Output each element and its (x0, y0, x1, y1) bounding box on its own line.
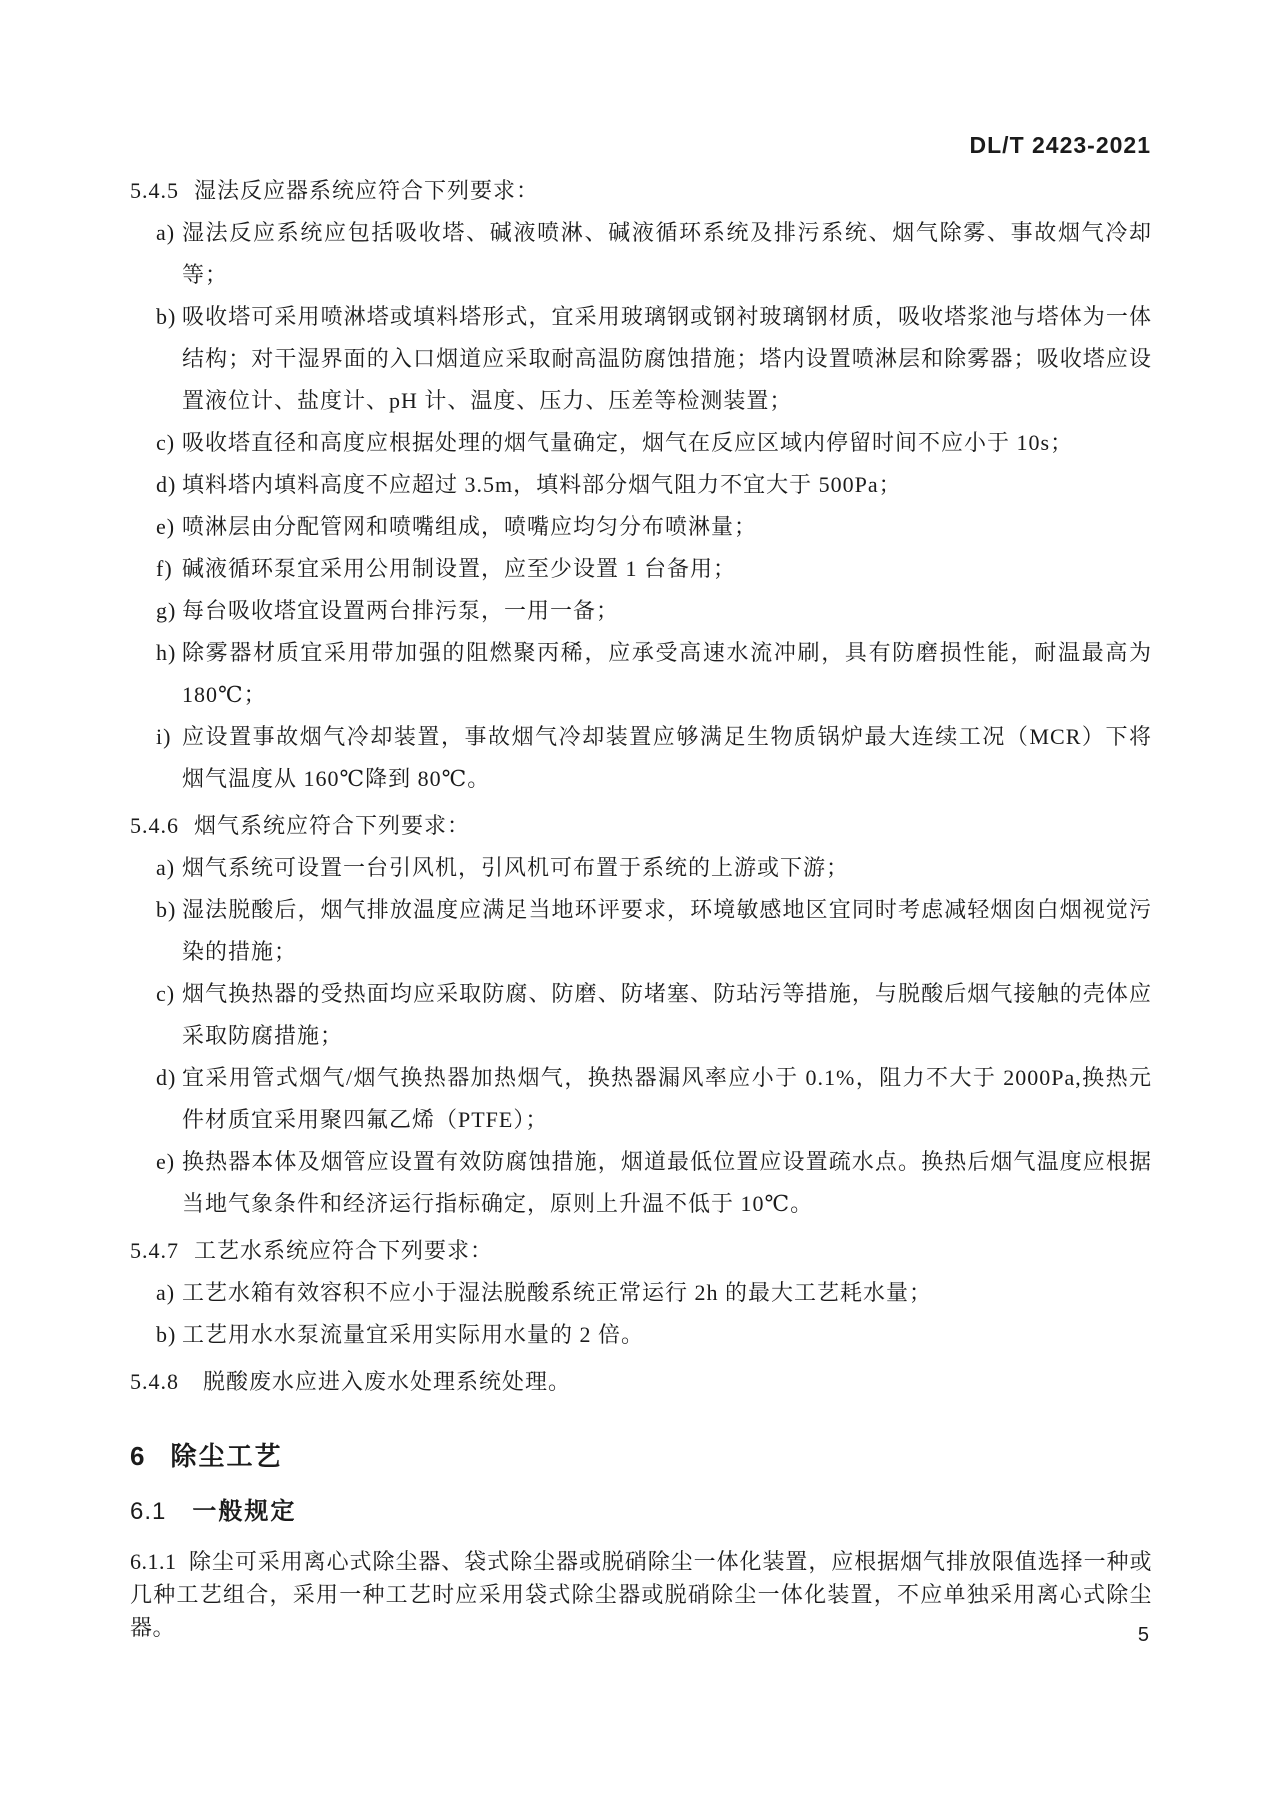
item-text: 湿法脱酸后，烟气排放温度应满足当地环评要求，环境敏感地区宜同时考虑减轻烟囱白烟视觉污染的措施； (182, 897, 1152, 964)
item-label: d) (156, 472, 177, 497)
item-text: 填料塔内填料高度不应超过 3.5m，填料部分烟气阻力不宜大于 500Pa； (182, 472, 902, 497)
clause-number: 5.4.8 (130, 1369, 179, 1394)
clause-title: 湿法反应器系统应符合下列要求： (194, 178, 540, 203)
item-text: 除雾器材质宜采用带加强的阻燃聚丙稀，应承受高速水流冲刷，具有防磨损性能，耐温最高为 180℃； (182, 640, 1152, 707)
item-text: 工艺水箱有效容积不应小于湿法脱酸系统正常运行 2h 的最大工艺耗水量； (182, 1280, 933, 1305)
list-item (130, 847, 1152, 889)
chapter-number: 6 (130, 1441, 145, 1471)
chapter-title: 除尘工艺 (170, 1441, 283, 1471)
item-text: 湿法反应系统应包括吸收塔、碱液喷淋、碱液循环系统及排污系统、烟气除雾、事故烟气冷却等； (182, 220, 1152, 287)
item-text: 宜采用管式烟气/烟气换热器加热烟气，换热器漏风率应小于 0.1%，阻力不大于 2000Pa,换热元件材质宜采用聚四氟乙烯（PTFE）； (182, 1065, 1152, 1132)
page-number: 5 (1137, 1624, 1149, 1646)
chapter-6-heading (130, 1433, 1152, 1479)
list-item (130, 716, 1152, 800)
list-item (130, 296, 1152, 422)
section-title: 一般规定 (192, 1498, 297, 1525)
item-text: 烟气系统可设置一台引风机，引风机可布置于系统的上游或下游； (182, 855, 850, 880)
item-text: 吸收塔可采用喷淋塔或填料塔形式，宜采用玻璃钢或钢衬玻璃钢材质，吸收塔浆池与塔体为一体结构；对干湿界面的入口烟道应采取耐高温防腐蚀措施；塔内设置喷淋层和除雾器；吸收塔应设置液位计、盐度计、pH 计、温度、压力、压差等检测装置； (182, 304, 1152, 413)
item-text: 碱液循环泵宜采用公用制设置，应至少设置 1 台备用； (182, 556, 737, 581)
clause-5-4-7 (130, 1230, 1152, 1272)
list-item (130, 590, 1152, 632)
list-item (130, 632, 1152, 716)
list-item (130, 506, 1152, 548)
list-item (130, 464, 1152, 506)
item-label: g) (156, 598, 177, 623)
list-item (130, 422, 1152, 464)
paragraph-number: 6.1.1 (130, 1549, 177, 1574)
paragraph-text: 除尘可采用离心式除尘器、袋式除尘器或脱硝除尘一体化装置，应根据烟气排放限值选择一种或几种工艺组合，采用一种工艺时应采用袋式除尘器或脱硝除尘一体化装置，不应单独采用离心式除尘器。 (130, 1549, 1152, 1640)
clause-title: 工艺水系统应符合下列要求： (194, 1238, 494, 1263)
item-label: c) (156, 981, 176, 1006)
standard-number: DL/T 2423-2021 (969, 132, 1151, 158)
section-number: 6.1 (130, 1498, 167, 1525)
list-item (130, 973, 1152, 1057)
list-item (130, 889, 1152, 973)
item-label: b) (156, 897, 177, 922)
item-label: c) (156, 430, 176, 455)
list-item (130, 1141, 1152, 1225)
section-6-1-heading (130, 1489, 1152, 1535)
item-text: 喷淋层由分配管网和喷嘴组成，喷嘴应均匀分布喷淋量； (182, 514, 758, 539)
clause-title: 烟气系统应符合下列要求： (194, 813, 471, 838)
paragraph-6-1-1 (130, 1545, 1152, 1644)
clause-number: 5.4.6 (130, 813, 179, 838)
clause-5-4-5 (130, 170, 1152, 212)
item-text: 吸收塔直径和高度应根据处理的烟气量确定，烟气在反应区域内停留时间不应小于 10s； (182, 430, 1074, 455)
clause-title: 脱酸废水应进入废水处理系统处理。 (203, 1369, 572, 1394)
item-label: d) (156, 1065, 177, 1090)
item-text: 工艺用水水泵流量宜采用实际用水量的 2 倍。 (182, 1322, 645, 1347)
item-text: 烟气换热器的受热面均应采取防腐、防磨、防堵塞、防玷污等措施，与脱酸后烟气接触的壳体应采取防腐措施； (182, 981, 1152, 1048)
item-label: f) (156, 556, 173, 581)
list-item (130, 1272, 1152, 1314)
item-label: e) (156, 1149, 176, 1174)
list-item (130, 1314, 1152, 1356)
document-content (130, 170, 1152, 1644)
clause-number: 5.4.7 (130, 1238, 179, 1263)
item-label: e) (156, 514, 176, 539)
item-label: h) (156, 640, 177, 665)
clause-5-4-6 (130, 805, 1152, 847)
list-item (130, 212, 1152, 296)
item-label: a) (156, 220, 176, 245)
item-label: i) (156, 724, 172, 749)
clause-number: 5.4.5 (130, 178, 179, 203)
item-label: b) (156, 1322, 177, 1347)
list-item (130, 548, 1152, 590)
item-label: b) (156, 304, 177, 329)
item-label: a) (156, 1280, 176, 1305)
item-label: a) (156, 855, 176, 880)
item-text: 每台吸收塔宜设置两台排污泵，一用一备； (182, 598, 620, 623)
clause-5-4-8 (130, 1361, 1152, 1403)
list-item (130, 1057, 1152, 1141)
item-text: 换热器本体及烟管应设置有效防腐蚀措施，烟道最低位置应设置疏水点。换热后烟气温度应根据当地气象条件和经济运行指标确定，原则上升温不低于 10℃。 (182, 1149, 1152, 1216)
item-text: 应设置事故烟气冷却装置，事故烟气冷却装置应够满足生物质锅炉最大连续工况（MCR）下将烟气温度从 160℃降到 80℃。 (182, 724, 1152, 791)
